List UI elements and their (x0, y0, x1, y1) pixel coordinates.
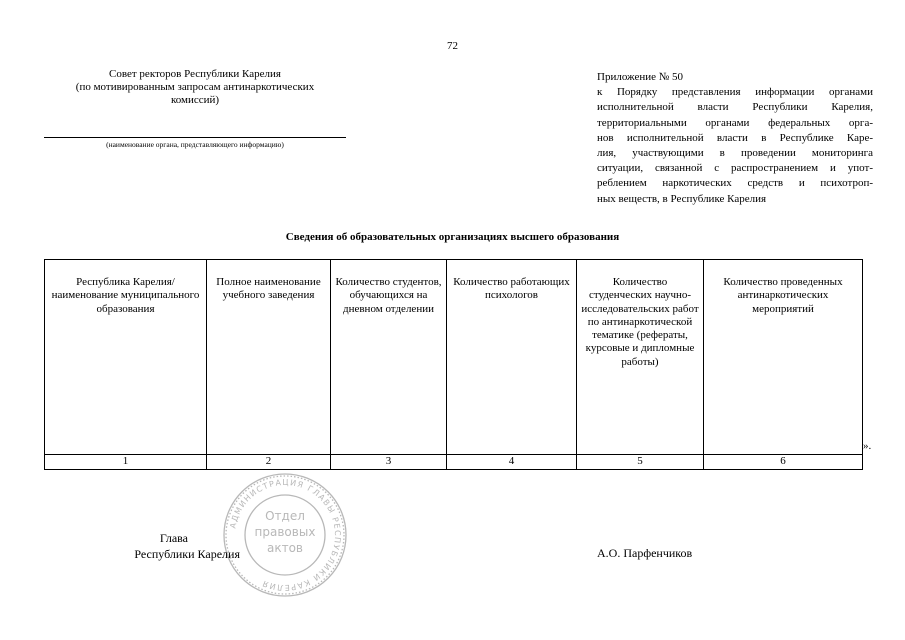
appendix-line: реблением наркотических средств и психотроп- (597, 177, 873, 190)
column-number-row (45, 455, 863, 470)
column-header-region: Республика Карелия/ наименование муниципального образования (45, 260, 207, 455)
appendix-line: территориальными органами федеральных орга- (597, 116, 873, 129)
organization-caption: (наименование органа, представляющего информацию) (106, 140, 284, 149)
document-title: Сведения об образовательных организациях высшего образования (285, 231, 620, 243)
column-number: 1 (45, 455, 207, 470)
stamp-center-line: правовых (254, 525, 316, 539)
column-number: 6 (704, 455, 863, 470)
appendix-line: ситуации, связанной с распространением и упот- (597, 162, 873, 175)
appendix-reference (597, 70, 873, 207)
column-header-students: Количество студентов, обучающихся на дневном отделении (331, 260, 447, 455)
stamp-ring-text: АДМИНИСТРАЦИЯ ГЛАВЫ РЕСПУБЛИКИ КАРЕЛИЯ (228, 477, 343, 593)
submitting-organization (40, 68, 350, 107)
institutions-table (44, 259, 863, 470)
table-header-row (45, 260, 863, 455)
column-number: 5 (577, 455, 704, 470)
page-number: 72 (447, 40, 458, 52)
closing-quote: ». (863, 440, 872, 452)
column-header-psychologists: Количество работающих психологов (447, 260, 577, 455)
appendix-title: Приложение № 50 (597, 71, 684, 83)
column-number: 4 (447, 455, 577, 470)
organization-line: (по мотивированным запросам антинаркотических (75, 81, 315, 93)
appendix-line: к Порядку представления информации органами (597, 86, 873, 99)
column-number: 3 (331, 455, 447, 470)
column-number: 2 (207, 455, 331, 470)
appendix-line: лия, участвующими в проведении мониторинга (597, 147, 873, 160)
appendix-line: ных веществ, в Республике Карелия (597, 192, 767, 205)
column-header-events: Количество проведенных антинаркотических мероприятий (704, 260, 863, 455)
appendix-line: нов исполнительной власти в Республике Каре- (597, 131, 873, 144)
organization-underline (44, 137, 346, 138)
column-header-institution: Полное наименование учебного заведения (207, 260, 331, 455)
organization-line: Совет ректоров Республики Карелия (109, 68, 281, 80)
stamp-center-line: Отдел (265, 509, 305, 523)
column-header-research-works: Количество студенческих научно-исследовательских работ по антинаркотической тематике (рефераты, курсовые и дипломные работы) (577, 260, 704, 455)
position-line: Глава (159, 531, 188, 545)
signatory-name: А.О. Парфенчиков (597, 546, 693, 560)
appendix-line: исполнительной власти Республики Карелия, (597, 101, 873, 114)
organization-line: комиссий) (170, 94, 220, 106)
stamp-center-line: актов (266, 541, 304, 555)
signatory-position (100, 530, 240, 562)
position-line: Республики Карелия (134, 547, 240, 561)
